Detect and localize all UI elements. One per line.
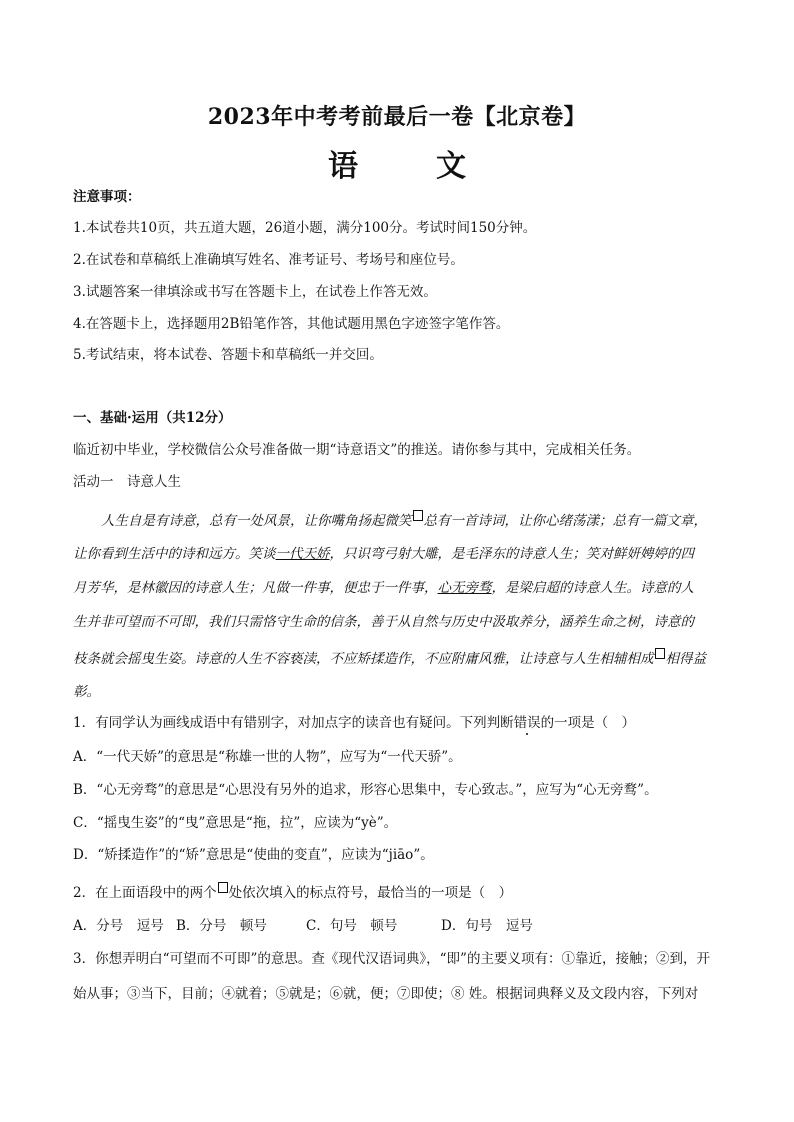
- notice-item: 3.试题答案一律填涂或书写在答题卡上，在试卷上作答无效。: [73, 284, 437, 300]
- passage-line-3: 月芳华，是林徽因的诗意人生；凡做一件事，便忠于一件事，心无旁骛，是梁启超的诗意人生。诗意的人: [73, 580, 694, 596]
- passage-line-4: 生并非可望而不可即，我们只需恪守生命的信条，善于从自然与历史中汲取养分，涵养生命之树，诗意的: [73, 614, 694, 630]
- emphasis-dots: 错误: [513, 715, 541, 731]
- question-2-options: [73, 917, 533, 935]
- question-1-option-a: A．“一代天娇”的意思是“称雄一世的人物”，应写为“一代天骄”。: [73, 749, 462, 765]
- notice-item: 1.本试卷共10页，共五道大题，26道小题，满分100分。考试时间150分钟。: [73, 220, 537, 236]
- exam-title: 2023年中考考前最后一卷【北京卷】: [207, 104, 587, 130]
- question-3-line-1: 3．你想弄明白“可望而不可即”的意思。查《现代汉语词典》，“即”的主要义项有：①靠近，接触；②到，开: [73, 951, 710, 967]
- notice-item: 2.在试卷和草稿纸上准确填写姓名、准考证号、考场号和座位号。: [73, 252, 464, 268]
- question-2-stem: 2．在上面语段中的两个 处依次填入的标点符号，最恰当的一项是（ ）: [73, 882, 512, 902]
- question-2-option-b: B．分号 顿号: [176, 918, 267, 934]
- question-1-stem: 1．有同学认为画线成语中有错别字，对加点字的读音也有疑问。下列判断错误的一项是（ ）: [73, 715, 636, 731]
- passage-line-1: 人生自是有诗意，总有一处风景，让你嘴角扬起微笑 总有一首诗词，让你心绪荡漾；总有一篇文章，: [101, 510, 707, 530]
- notice-heading: 注意事项：: [73, 189, 141, 205]
- section-heading: 一、基础·运用（共12分）: [73, 410, 232, 426]
- section-intro: 临近初中毕业，学校微信公众号准备做一期“诗意语文”的推送。请你参与其中，完成相关任务。: [73, 442, 641, 458]
- question-1-option-b: B．“心无旁骛”的意思是“心思没有另外的追求，形容心思集中，专心致志。”，应写为“心无旁鹜”。: [73, 782, 658, 798]
- passage-line-6: 彰。: [73, 684, 100, 700]
- question-2-option-d: D．句号 逗号: [441, 918, 533, 934]
- question-2-option-a: A．分号 逗号: [73, 918, 164, 934]
- question-2-option-c: C．句号 顿号: [306, 918, 398, 934]
- underlined-idiom: 一代天娇: [275, 546, 330, 562]
- blank-box-icon: [413, 510, 423, 521]
- blank-box-icon: [655, 648, 665, 659]
- blank-box-icon: [218, 882, 228, 893]
- question-1-option-c: C．“摇曳生姿”的“曳”意思是“拖，拉”，应读为“yè”。: [73, 815, 398, 831]
- notice-item: 5.考试结束，将本试卷、答题卡和草稿纸一并交回。: [73, 347, 383, 363]
- passage-line-2: 让你看到生活中的诗和远方。笑谈一代天娇，只识弯弓射大雕，是毛泽东的诗意人生；笑对鲜妍娉婷的四: [73, 546, 694, 562]
- notice-item: 4.在答题卡上，选择题用2B铅笔作答，其他试题用黑色字迹签字笔作答。: [73, 316, 510, 332]
- underlined-idiom: 心无旁骛: [437, 580, 492, 596]
- subject-title: 语 文: [328, 149, 490, 184]
- question-1-option-d: D．“矫揉造作”的“矫”意思是“使曲的变直”，应读为“jiāo”。: [73, 847, 434, 863]
- activity-title: 活动一 诗意人生: [73, 474, 181, 490]
- passage-line-5: 枝条就会摇曳生姿。诗意的人生不容亵渎，不应矫揉造作，不应附庸风雅，让诗意与人生相辅相成 相得益: [73, 648, 706, 668]
- question-3-line-2: 始从事；③当下，目前；④就着；⑤就是；⑥就，便；⑦即使；⑧ 姓。根据词典释义及文段内容，下列对: [73, 986, 699, 1002]
